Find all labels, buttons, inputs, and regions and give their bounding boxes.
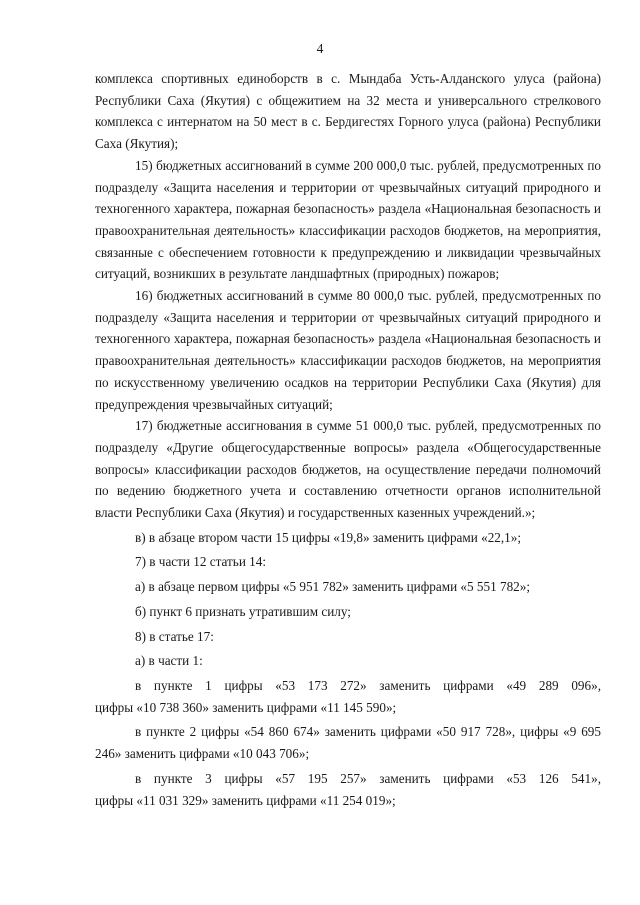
paragraph-item-17: 17) бюджетные ассигнования в сумме 51 000,0 тыс. рублей, предусмотренных по подразделу «Другие общегосударственные вопросы» раздела «Общегосударственные вопросы» классификации расходов бюджетов, на осуществление передачи полномочий по ведению бюджетного учета и составлению отчетности органов исполнительной власти Республики Саха (Якутия) и государственных казенных учреждений.»; [95,418,601,521]
paragraph-point-3-line1: в пункте 3 цифры «57 195 257» заменить цифрами «53 126 541», [135,770,601,786]
paragraph-amendment-b: б) пункт 6 признать утратившим силу; [135,603,351,619]
paragraph-item-8: 8) в статье 17: [135,628,214,644]
paragraph-point-3-line2: цифры «11 031 329» заменить цифрами «11 254 019»; [95,792,396,808]
document-body [95,68,601,811]
paragraph-amendment-v: в) в абзаце втором части 15 цифры «19,8» заменить цифрами «22,1»; [135,529,522,545]
paragraph-point-1-line1: в пункте 1 цифры «53 173 272» заменить цифрами «49 289 096», [135,677,601,693]
paragraph-item-15: 15) бюджетных ассигнований в сумме 200 000,0 тыс. рублей, предусмотренных по подразделу «Защита населения и территории от чрезвычайных ситуаций природного и техногенного характера, пожарная безопасность» раздела «Национальная безопасность и правоохранительная деятельность» классификации расходов бюджетов, на мероприятия, связанные с обеспечением готовности к предупреждению и ликвидации чрезвычайных ситуаций, возникших в результате ландшафтных (природных) пожаров; [95,157,601,282]
paragraph-point-1-line2: цифры «10 738 360» заменить цифрами «11 145 590»; [95,699,397,715]
paragraph-point-2: в пункте 2 цифры «54 860 674» заменить цифрами «50 917 728», цифры «9 695 246» заменить цифрами «10 043 706»; [95,724,601,762]
paragraph-amendment-a: а) в абзаце первом цифры «5 951 782» заменить цифрами «5 551 782»; [135,579,531,595]
paragraph-continuation: комплекса спортивных единоборств в с. Мындаба Усть-Алданского улуса (района) Республики Саха (Якутия) с общежитием на 32 места и универсального стрелкового комплекса с интернатом на 50 мест в с. Бердигестях Горного улуса (района) Республики Саха (Якутия); [95,71,601,152]
paragraph-item-16: 16) бюджетных ассигнований в сумме 80 000,0 тыс. рублей, предусмотренных по подразделу «Защита населения и территории от чрезвычайных ситуаций природного и техногенного характера, пожарная безопасность» раздела «Национальная безопасность и правоохранительная деятельность» классификации расходов бюджетов, на мероприятия по искусственному увеличению осадков на территории Республики Саха (Якутия) для предупреждения чрезвычайных ситуаций; [95,288,601,412]
page-number: 4 [316,41,324,56]
paragraph-part-1: а) в части 1: [135,653,203,669]
paragraph-item-7: 7) в части 12 статьи 14: [135,554,267,570]
